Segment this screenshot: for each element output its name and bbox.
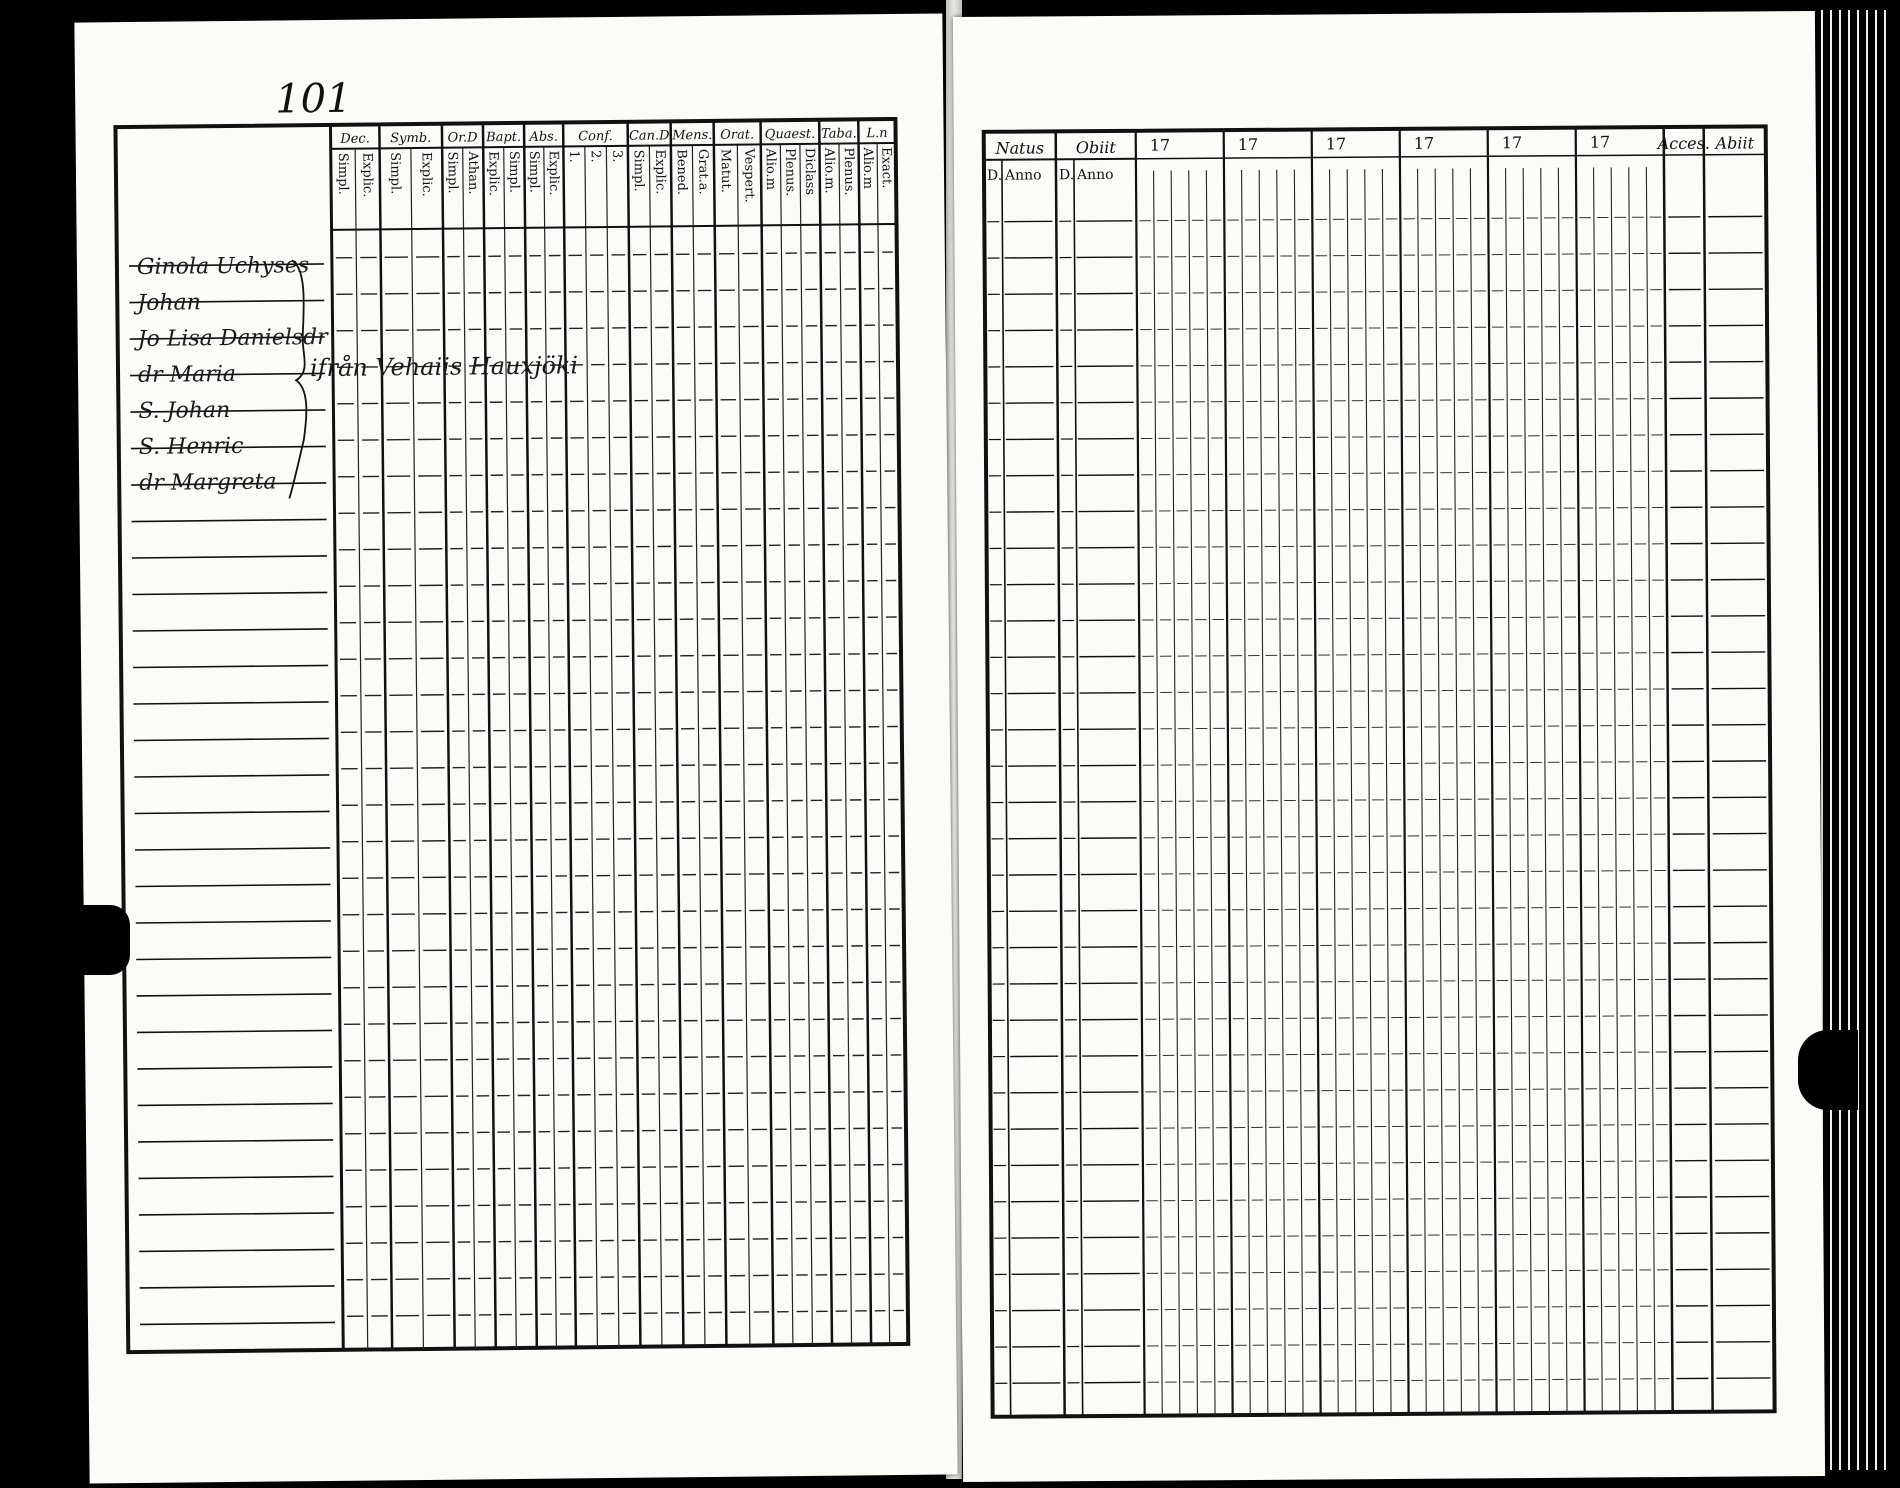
year-column-line bbox=[1312, 130, 1321, 1415]
family-member-name: Johan bbox=[133, 290, 201, 316]
year-sub-line bbox=[1242, 170, 1251, 1415]
column-sub-label: Simpl. bbox=[506, 151, 521, 193]
column-separator bbox=[563, 122, 576, 1347]
year-label: 17 bbox=[1502, 133, 1522, 152]
name-row-line bbox=[132, 519, 327, 521]
column-sub-label: Grat.a. bbox=[695, 149, 710, 195]
column-sub-label: Vespert. bbox=[741, 147, 757, 202]
name-row-line bbox=[135, 811, 330, 813]
right-table-border bbox=[984, 126, 1775, 1416]
name-row-line bbox=[137, 994, 332, 996]
column-separator bbox=[483, 123, 496, 1348]
year-sub-line bbox=[1259, 170, 1268, 1415]
column-header-label: Mens. bbox=[671, 128, 712, 143]
major-column-line bbox=[1704, 127, 1713, 1412]
column-sub-label: Simpl. bbox=[526, 151, 541, 193]
name-row-line bbox=[140, 1322, 335, 1324]
year-column-line bbox=[1576, 128, 1585, 1413]
left-table-border bbox=[115, 119, 908, 1352]
year-sub-line bbox=[1506, 168, 1515, 1413]
column-sub-label: Explic. bbox=[546, 151, 561, 196]
column-sub-label: Alio.m. bbox=[821, 147, 836, 194]
column-separator bbox=[858, 119, 871, 1344]
column-sub-label: Simpl. bbox=[335, 153, 350, 195]
page-number: 101 bbox=[275, 76, 352, 123]
column-sub-label: Simpl. bbox=[631, 150, 646, 192]
clip-shadow-left bbox=[55, 905, 130, 975]
name-row-line bbox=[132, 556, 327, 558]
year-sub-line bbox=[1154, 171, 1163, 1416]
column-sub-label: Diclass bbox=[802, 148, 817, 195]
name-row-line bbox=[137, 1030, 332, 1032]
year-column-line bbox=[1400, 129, 1409, 1414]
left-register-grid bbox=[74, 13, 957, 1483]
name-row-line bbox=[133, 629, 328, 631]
column-header-label: Conf. bbox=[578, 129, 613, 144]
column-separator bbox=[442, 124, 455, 1349]
column-header-label: Or.D bbox=[447, 130, 478, 145]
right-page bbox=[953, 11, 1825, 1482]
column-sub-label: Simpl. bbox=[444, 152, 459, 194]
family-member-name: Ginola Uchyses bbox=[137, 253, 309, 280]
year-sub-line bbox=[1523, 168, 1532, 1413]
left-grid-lines bbox=[115, 119, 908, 1352]
column-separator bbox=[671, 121, 684, 1346]
column-sub-label: Explic. bbox=[652, 149, 667, 194]
header-bottom-rule bbox=[332, 224, 897, 230]
name-row-line bbox=[138, 1140, 333, 1142]
column-separator bbox=[819, 120, 832, 1345]
year-sub-line bbox=[1470, 168, 1479, 1413]
column-header-label: Bapt. bbox=[485, 130, 521, 145]
year-column-line bbox=[1488, 128, 1497, 1413]
year-sub-line bbox=[1347, 169, 1356, 1414]
column-header-label: Can.D bbox=[629, 128, 670, 143]
column-separator bbox=[379, 124, 392, 1349]
name-row-line bbox=[132, 592, 327, 594]
natus-obiit-subrule bbox=[984, 159, 1136, 160]
anno-label: Anno bbox=[1004, 167, 1042, 183]
family-member-name: dr Maria bbox=[138, 362, 236, 388]
name-row-line bbox=[134, 738, 329, 740]
name-row-line bbox=[138, 1103, 333, 1105]
column-sub-label: Explic. bbox=[419, 152, 434, 197]
column-sub-label: Alio.m bbox=[763, 147, 778, 190]
year-label: 17 bbox=[1326, 134, 1346, 153]
column-header-label: Symb. bbox=[390, 131, 431, 146]
anno-label: Anno bbox=[1076, 167, 1114, 183]
year-sub-line bbox=[1277, 170, 1286, 1415]
year-label: 17 bbox=[1238, 135, 1258, 154]
major-column-line bbox=[1664, 127, 1673, 1412]
major-column-line bbox=[984, 132, 993, 1417]
name-row-line bbox=[136, 957, 331, 959]
column-header-label: Abs. bbox=[528, 130, 558, 145]
column-sub-label: Alio.m bbox=[860, 146, 875, 189]
column-header-label: Taba. bbox=[821, 126, 857, 141]
right-register-grid bbox=[953, 11, 1825, 1482]
family-member-name: S. Johan bbox=[138, 398, 230, 424]
column-separator bbox=[761, 120, 774, 1345]
family-member-name: S. Henric bbox=[139, 434, 244, 460]
year-sub-line bbox=[1171, 171, 1180, 1416]
column-header-label: Orat. bbox=[720, 127, 754, 142]
name-row-line bbox=[136, 921, 331, 923]
day-label: D. bbox=[1059, 167, 1074, 183]
natus-header: Natus bbox=[995, 138, 1045, 157]
accessit-header: Acces. bbox=[1656, 134, 1710, 153]
column-separator bbox=[524, 123, 537, 1348]
day-label: D. bbox=[987, 168, 1002, 184]
column-sub-label: Plenus. bbox=[782, 148, 798, 196]
column-sub-label: 3. bbox=[609, 150, 624, 163]
year-sub-line bbox=[1294, 170, 1303, 1415]
name-row-line bbox=[139, 1213, 334, 1215]
column-sub-label: Exact. bbox=[878, 147, 893, 188]
family-member-name: dr Margreta bbox=[139, 469, 277, 495]
right-grid-lines bbox=[984, 126, 1775, 1416]
column-sub-label: Matut. bbox=[718, 149, 733, 193]
name-row-line bbox=[134, 775, 329, 777]
column-sub-label: Explic. bbox=[359, 152, 374, 197]
year-sub-line bbox=[1629, 167, 1638, 1412]
year-sub-line bbox=[1206, 170, 1215, 1415]
day-column-line bbox=[1002, 160, 1011, 1417]
year-label: 17 bbox=[1414, 134, 1434, 153]
name-row-line bbox=[140, 1286, 335, 1288]
year-column-line bbox=[1136, 131, 1145, 1416]
name-row-line bbox=[133, 665, 328, 667]
year-label: 17 bbox=[1590, 132, 1610, 151]
page-edges bbox=[1818, 10, 1888, 1470]
year-sub-line bbox=[1382, 169, 1391, 1414]
name-row-line bbox=[139, 1249, 334, 1251]
column-sub-label: Bened. bbox=[674, 149, 689, 195]
column-sub-label: Plenus. bbox=[841, 147, 857, 195]
year-sub-line bbox=[1453, 169, 1462, 1414]
year-sub-line bbox=[1558, 168, 1567, 1413]
names-column-divider bbox=[330, 125, 343, 1350]
year-sub-line bbox=[1541, 168, 1550, 1413]
column-sub-label: 1. bbox=[566, 150, 581, 163]
location-annotation: ifrån Vehaiis Hauxjöki bbox=[310, 350, 578, 382]
year-subrule bbox=[1136, 154, 1766, 158]
year-column-line bbox=[1224, 130, 1233, 1415]
year-sub-line bbox=[1189, 170, 1198, 1415]
name-row-line bbox=[135, 884, 330, 886]
year-sub-line bbox=[1418, 169, 1427, 1414]
column-header-label: L.n bbox=[865, 126, 887, 141]
year-sub-line bbox=[1365, 169, 1374, 1414]
abiit-header: Abiit bbox=[1713, 133, 1754, 152]
major-column-line bbox=[1056, 131, 1065, 1416]
year-sub-line bbox=[1594, 168, 1603, 1413]
name-row-line bbox=[137, 1067, 332, 1069]
year-sub-line bbox=[1646, 167, 1655, 1412]
family-bracket bbox=[287, 260, 307, 498]
year-sub-line bbox=[1330, 169, 1339, 1414]
clip-shadow-right bbox=[1798, 1030, 1858, 1110]
family-member-name: Jo Lisa Danielsdr bbox=[134, 325, 330, 352]
year-label: 17 bbox=[1150, 136, 1170, 155]
column-sub-label: Athan. bbox=[465, 150, 480, 194]
column-sub-label: Simpl. bbox=[387, 152, 402, 194]
left-column-headers bbox=[335, 126, 894, 207]
column-separator bbox=[714, 121, 727, 1346]
name-row-line bbox=[138, 1176, 333, 1178]
year-sub-line bbox=[1435, 169, 1444, 1414]
column-sub-label: 2. bbox=[588, 150, 603, 163]
name-row-line bbox=[135, 848, 330, 850]
obiit-header: Obiit bbox=[1076, 138, 1117, 157]
name-row-line bbox=[134, 702, 329, 704]
column-sub-label: Explic. bbox=[485, 151, 500, 196]
day-column-line bbox=[1074, 159, 1083, 1416]
column-header-label: Quaest. bbox=[765, 127, 816, 143]
column-separator bbox=[628, 122, 641, 1347]
column-header-label: Dec. bbox=[339, 131, 370, 146]
left-page bbox=[74, 13, 957, 1483]
year-sub-line bbox=[1611, 167, 1620, 1412]
